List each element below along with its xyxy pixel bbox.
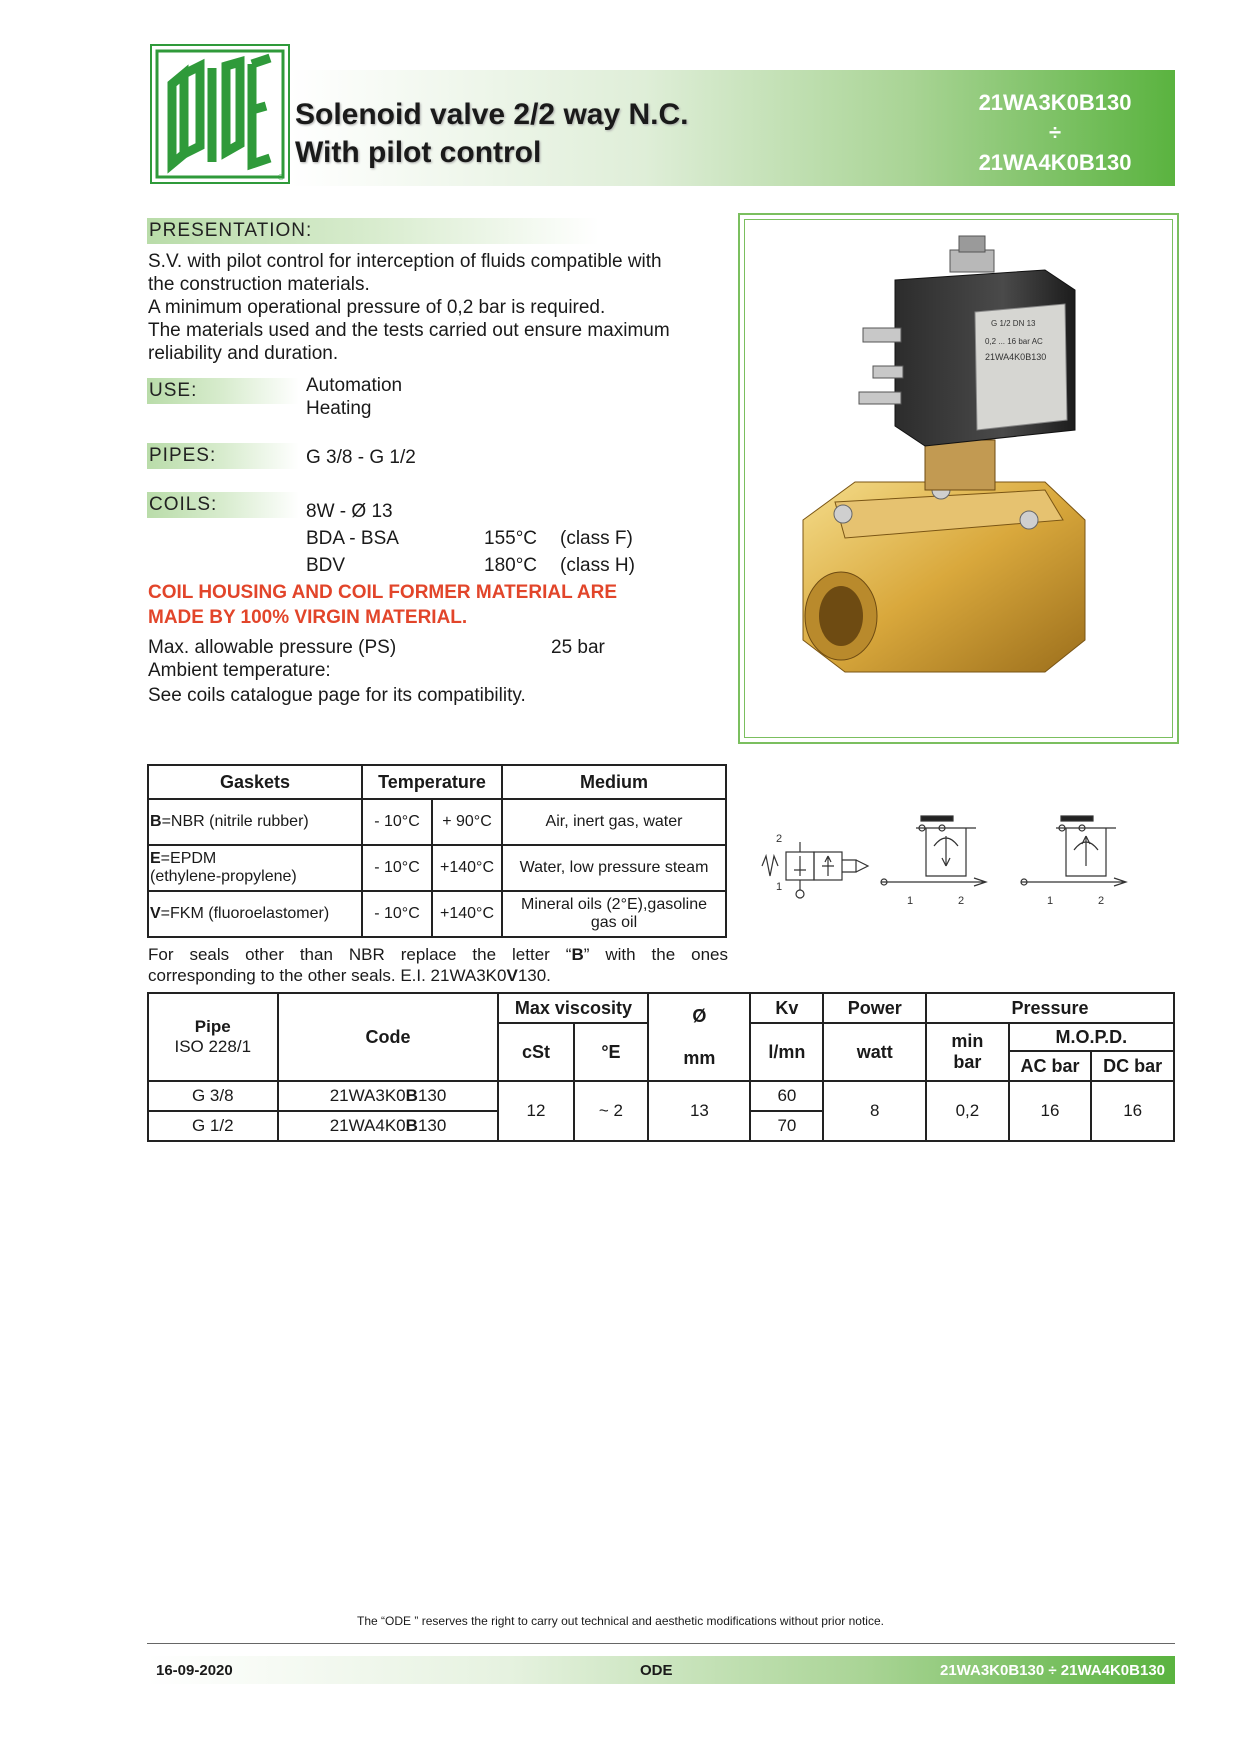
temp-max-cell: + 90°C <box>432 799 502 845</box>
coil-name: BDA - BSA <box>306 528 399 549</box>
ps-label: Max. allowable pressure (PS) <box>148 637 397 658</box>
disclaimer: The “ODE ” reserves the right to carry out technical and aesthetic modifications without prior notice. <box>357 1614 884 1628</box>
temp-min-cell: - 10°C <box>362 799 432 845</box>
coil-temp: 180°C <box>484 555 538 576</box>
mopd-header: M.O.P.D. AC bar DC bar <box>1009 1023 1174 1081</box>
code-cell: 21WA4K0B130 <box>278 1111 499 1141</box>
use-items <box>306 374 402 420</box>
pipe-cell: G 1/2 <box>148 1111 278 1141</box>
table-row <box>148 891 726 937</box>
footer-codes: 21WA3K0B130 ÷ 21WA4K0B130 <box>939 1662 1165 1679</box>
code-separator: ÷ <box>1048 120 1062 145</box>
presentation-line: reliability and duration. <box>148 343 339 364</box>
power-cell: 8 <box>823 1081 926 1141</box>
gasket-cell: E=EPDM (ethylene-propylene) <box>148 845 362 891</box>
gasket-cell: B=NBR (nitrile rubber) <box>148 799 362 845</box>
seal-note-line-1: For seals other than NBR replace the letter “B” with the ones <box>148 945 729 964</box>
ambient-temperature: Ambient temperature: <box>148 660 331 681</box>
pipe-header: Pipe ISO 228/1 <box>148 993 278 1081</box>
column-header: Temperature <box>362 765 502 799</box>
coil-class: (class F) <box>560 528 633 549</box>
svg-text:1: 1 <box>1047 895 1054 907</box>
pipes-value: G 3/8 - G 1/2 <box>306 447 416 468</box>
coil-temp: 155°C <box>484 528 538 549</box>
coil-class: (class H) <box>560 555 635 576</box>
diameter-header: Ø mm <box>648 993 750 1081</box>
code-cell: 21WA3K0B130 <box>278 1081 499 1111</box>
temp-min-cell: - 10°C <box>362 891 432 937</box>
svg-text:0,2 ... 16 bar AC: 0,2 ... 16 bar AC <box>985 337 1043 346</box>
table-row <box>148 799 726 845</box>
temp-max-cell: +140°C <box>432 845 502 891</box>
pipe-cell: G 3/8 <box>148 1081 278 1111</box>
title-line-2: With pilot control <box>295 136 542 169</box>
table-header-row <box>148 993 1174 1023</box>
table-header-row <box>148 765 726 799</box>
kv-header: Kv <box>750 993 823 1023</box>
medium-cell: Mineral oils (2°E),gasoline gas oil <box>502 891 726 937</box>
warning-line: COIL HOUSING AND COIL FORMER MATERIAL ARE <box>148 582 618 603</box>
code-to: 21WA4K0B130 <box>978 150 1132 175</box>
coils-label: COILS: <box>147 492 299 518</box>
gaskets-table <box>147 764 727 938</box>
svg-text:2: 2 <box>776 833 783 845</box>
temp-max-cell: +140°C <box>432 891 502 937</box>
model-range <box>935 88 1175 178</box>
presentation-line: The materials used and the tests carried out ensure maximum <box>148 320 670 341</box>
seal-note-line-2: corresponding to the other seals. E.I. 21WA3K0V130. <box>148 966 551 985</box>
presentation-text <box>148 250 733 365</box>
cst-cell: 12 <box>498 1081 573 1141</box>
coil-name: BDV <box>306 555 346 576</box>
cst-header: cSt <box>498 1023 573 1081</box>
code-from: 21WA3K0B130 <box>978 90 1132 115</box>
code-header: Code <box>278 993 499 1081</box>
min-header: min bar <box>926 1023 1009 1081</box>
svg-text:1: 1 <box>907 895 914 907</box>
column-header: Gaskets <box>148 765 362 799</box>
pipes-label: PIPES: <box>147 443 299 469</box>
degree-e-header: °E <box>574 1023 649 1081</box>
diameter-cell: 13 <box>648 1081 750 1141</box>
viscosity-header: Max viscosity <box>498 993 648 1023</box>
ode-logo <box>150 44 290 186</box>
power-header: Power <box>823 993 926 1023</box>
ac-pressure-cell: 16 <box>1009 1081 1092 1141</box>
footer-brand: ODE <box>640 1662 673 1679</box>
kv-cell: 60 <box>750 1081 823 1111</box>
presentation-label: PRESENTATION: <box>147 218 599 244</box>
product-photo-frame <box>738 213 1179 744</box>
svg-text:2: 2 <box>958 895 965 907</box>
ps-value: 25 bar <box>551 637 605 658</box>
coil-compatibility-note: See coils catalogue page for its compatibility. <box>148 685 526 706</box>
medium-cell: Air, inert gas, water <box>502 799 726 845</box>
svg-text:2: 2 <box>1098 895 1105 907</box>
footer-date: 16-09-2020 <box>156 1662 233 1679</box>
footer-divider <box>147 1643 1175 1644</box>
kv-unit: l/mn <box>750 1023 823 1081</box>
svg-text:®: ® <box>278 173 284 182</box>
title-line-1: Solenoid valve 2/2 way N.C. <box>295 98 689 131</box>
pressure-header: Pressure <box>926 993 1174 1023</box>
solenoid-valve-image <box>745 220 1172 737</box>
svg-text:1: 1 <box>776 881 783 893</box>
svg-text:21WA4K0B130: 21WA4K0B130 <box>985 352 1047 362</box>
coil-rating: 8W - Ø 13 <box>306 501 393 522</box>
temp-min-cell: - 10°C <box>362 845 432 891</box>
medium-cell: Water, low pressure steam <box>502 845 726 891</box>
specification-table <box>147 992 1175 1142</box>
gasket-cell: V=FKM (fluoroelastomer) <box>148 891 362 937</box>
warning-line: MADE BY 100% VIRGIN MATERIAL. <box>148 607 468 628</box>
presentation-line: S.V. with pilot control for interception of fluids compatible with <box>148 251 662 272</box>
page-title <box>295 96 689 172</box>
use-item: Automation <box>306 375 403 396</box>
power-unit: watt <box>823 1023 926 1081</box>
svg-text:G 1/2 DN 13: G 1/2 DN 13 <box>991 319 1036 328</box>
column-header: Medium <box>502 765 726 799</box>
material-warning <box>148 580 617 630</box>
degree-e-cell: ~ 2 <box>574 1081 649 1141</box>
use-label: USE: <box>147 378 299 404</box>
kv-cell: 70 <box>750 1111 823 1141</box>
min-pressure-cell: 0,2 <box>926 1081 1009 1141</box>
use-item: Heating <box>306 398 372 419</box>
presentation-line: A minimum operational pressure of 0,2 bar is required. <box>148 297 606 318</box>
valve-symbol-diagram <box>756 806 1176 916</box>
table-row <box>148 845 726 891</box>
dc-pressure-cell: 16 <box>1091 1081 1174 1141</box>
presentation-line: the construction materials. <box>148 274 370 295</box>
table-row <box>148 1081 1174 1111</box>
